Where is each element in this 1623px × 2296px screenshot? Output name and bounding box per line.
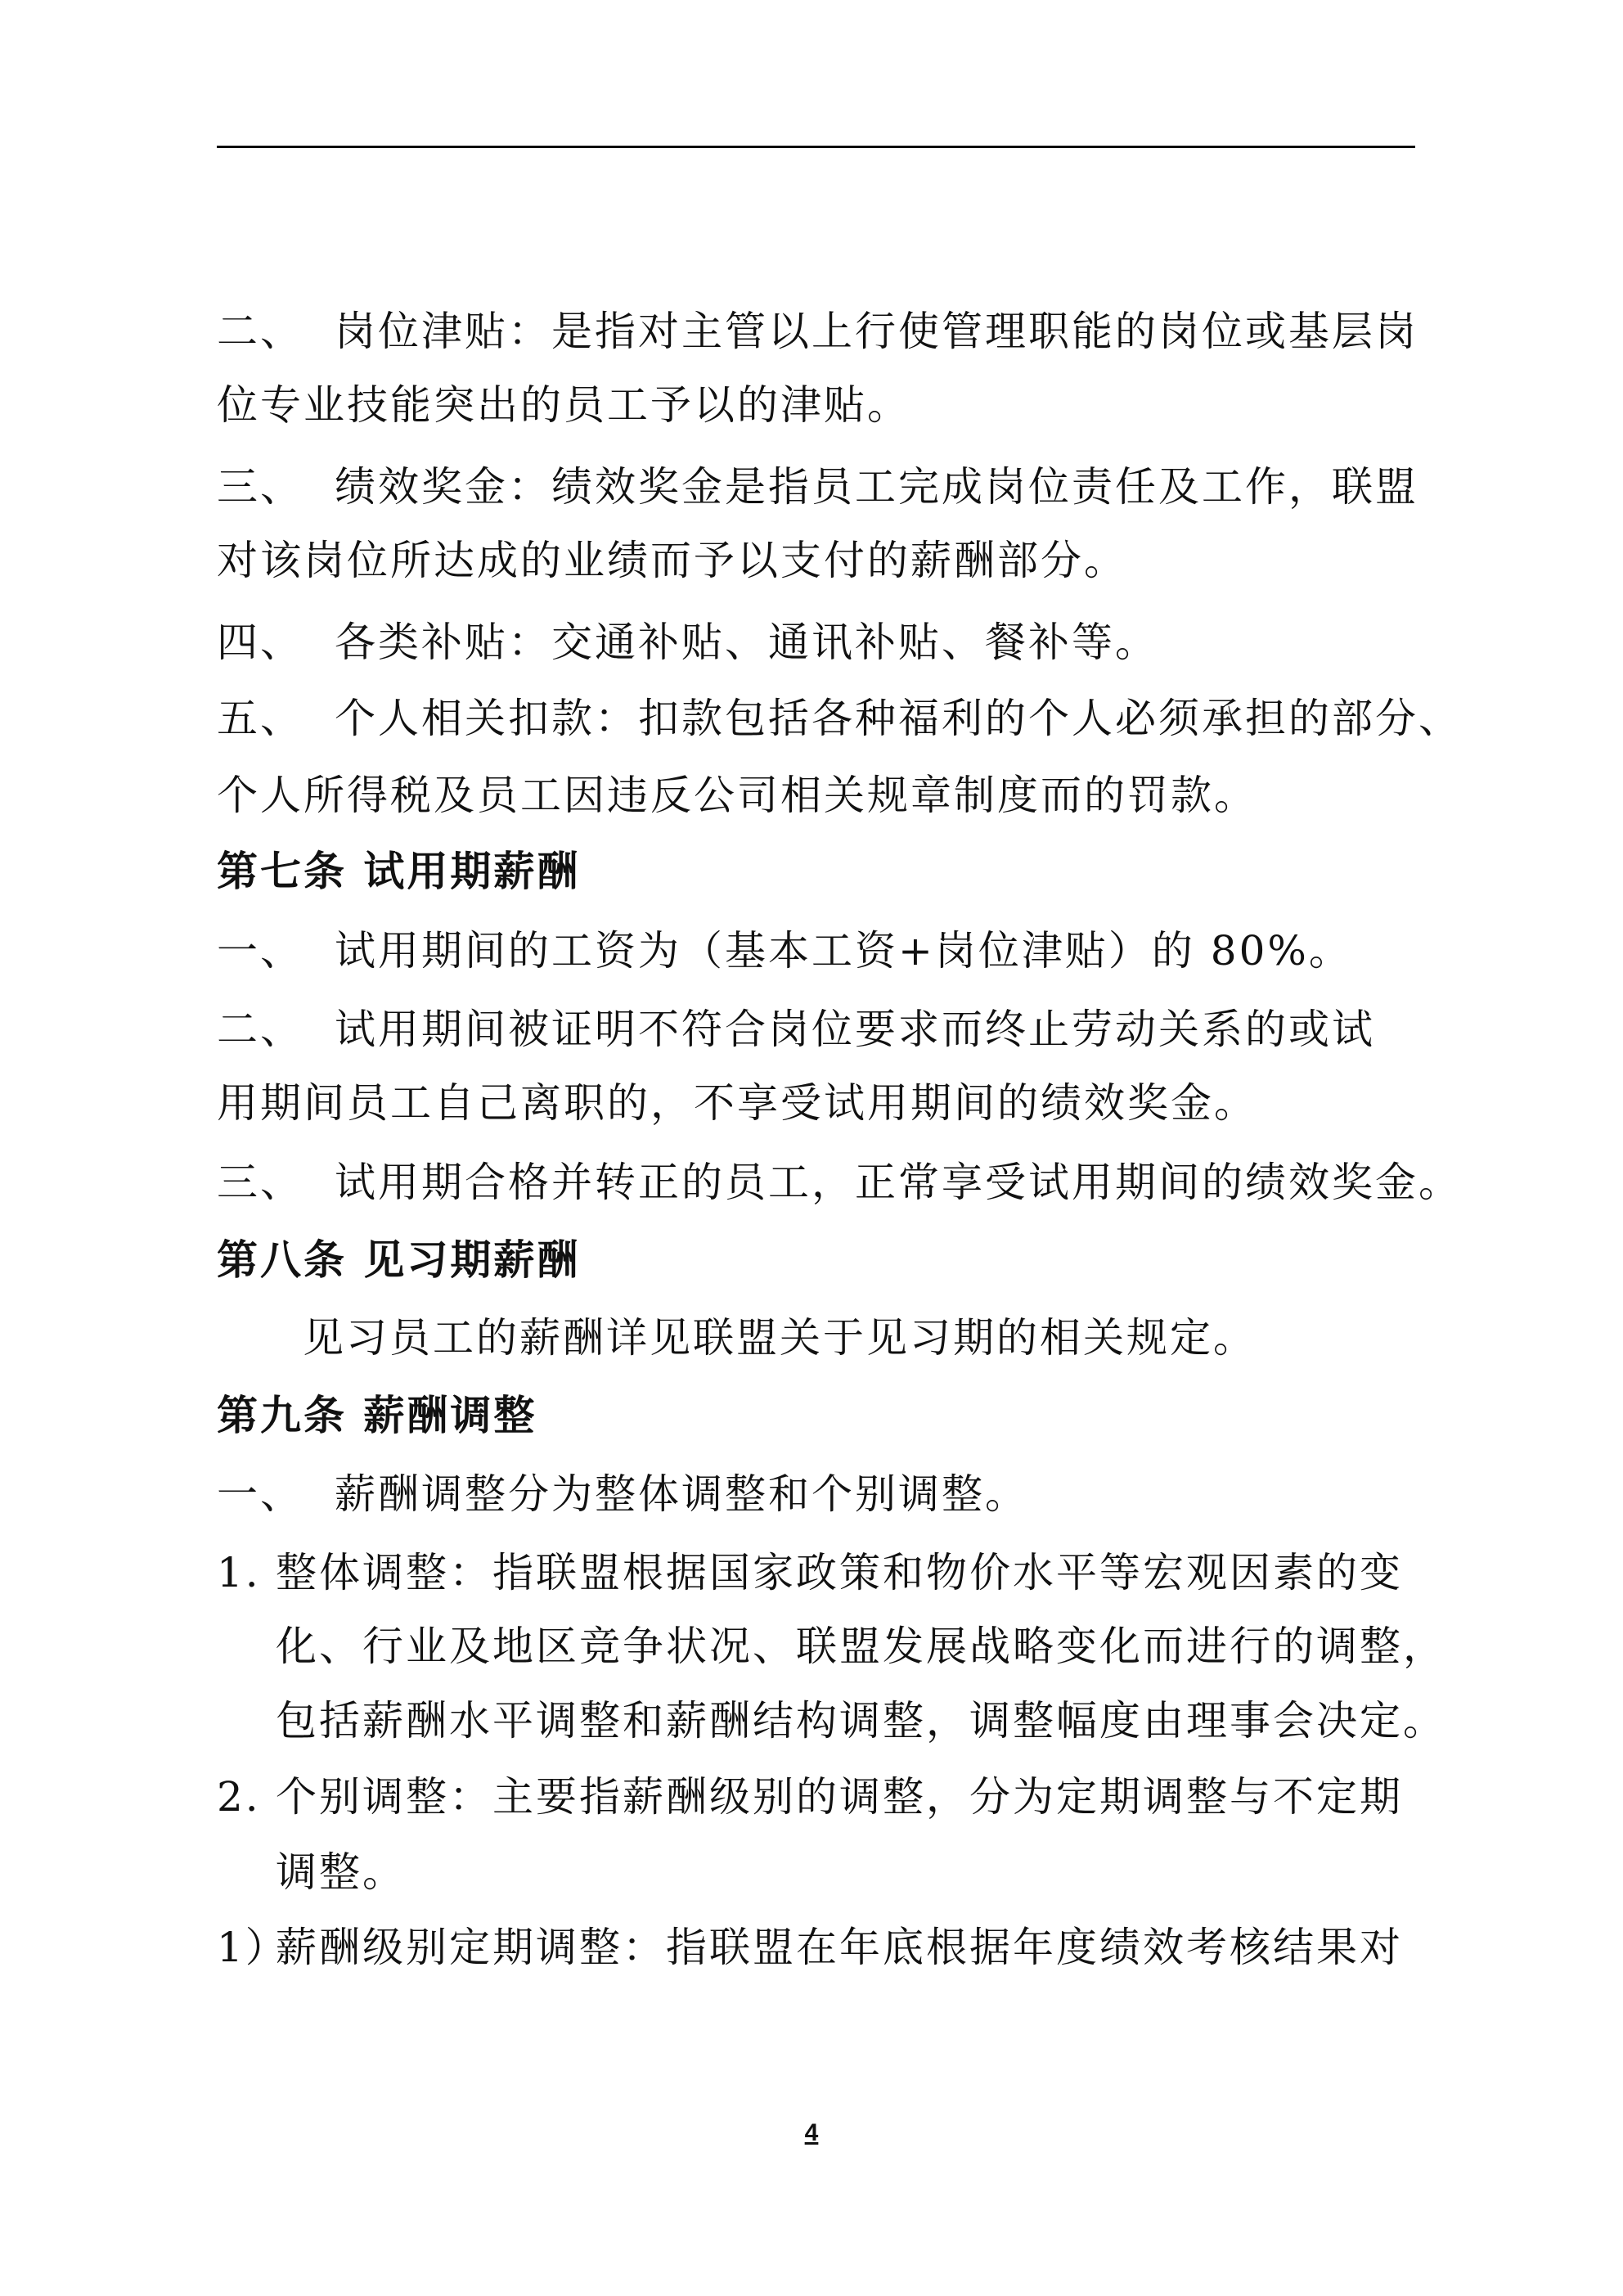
item-text: 绩效奖金：绩效奖金是指员工完成岗位责任及工作，联盟 — [335, 463, 1418, 511]
paragraph-line — [217, 536, 1127, 585]
list-item — [217, 1158, 1462, 1207]
item-text: 整体调整：指联盟根据国家政策和物价水平等宏观因素的变 — [276, 1549, 1403, 1596]
item-number: 三、 — [217, 463, 303, 511]
item-text: 用期间员工自己离职的，不享受试用期间的绩效奖金。 — [217, 1079, 1257, 1127]
item-number: 2. — [217, 1773, 261, 1821]
header-rule — [217, 146, 1415, 148]
article-heading — [217, 847, 580, 896]
item-text: 各类补贴：交通补贴、通讯补贴、餐补等。 — [335, 619, 1158, 666]
item-number: 1） — [217, 1924, 289, 1971]
paragraph-line — [276, 1622, 1446, 1671]
item-text: 个人相关扣款：扣款包括各种福利的个人必须承担的部分、 — [335, 695, 1462, 742]
item-number: 五、 — [217, 695, 303, 742]
item-text: 调整。 — [276, 1848, 406, 1896]
item-text: 对该岗位所达成的业绩而予以支付的薪酬部分。 — [217, 537, 1127, 584]
list-item — [217, 1005, 1375, 1054]
item-text: 位专业技能突出的员工予以的津贴。 — [217, 381, 910, 429]
item-text: 个人所得税及员工因违反公司相关规章制度而的罚款。 — [217, 772, 1257, 819]
item-number: 二、 — [217, 308, 303, 355]
article-heading — [217, 1391, 537, 1440]
list-item — [217, 462, 1418, 511]
list-item — [217, 694, 1462, 743]
paragraph-line — [217, 1078, 1257, 1128]
list-item — [217, 1548, 1403, 1597]
item-text: 包括薪酬水平调整和薪酬结构调整，调整幅度由理事会决定。 — [276, 1697, 1446, 1745]
paragraph-line — [217, 380, 910, 430]
article-heading — [217, 1236, 580, 1285]
item-number: 二、 — [217, 1006, 303, 1053]
list-item — [217, 1470, 1028, 1519]
heading-text: 第九条 薪酬调整 — [217, 1391, 537, 1439]
item-text: 薪酬级别定期调整：指联盟在年底根据年度绩效考核结果对 — [276, 1924, 1403, 1971]
item-number: 四、 — [217, 619, 303, 666]
item-number: 三、 — [217, 1159, 303, 1206]
item-text: 薪酬调整分为整体调整和个别调整。 — [335, 1470, 1028, 1518]
paragraph-line — [276, 1696, 1446, 1745]
heading-text: 第八条 见习期薪酬 — [217, 1236, 581, 1284]
item-number: 一、 — [217, 927, 303, 975]
item-number: 一、 — [217, 1470, 303, 1518]
list-item — [217, 926, 1352, 975]
item-text: 试用期间的工资为（基本工资+岗位津贴）的 80%。 — [335, 927, 1352, 975]
item-text: 见习员工的薪酬详见联盟关于见习期的相关规定。 — [303, 1314, 1257, 1362]
item-text: 个别调整：主要指薪酬级别的调整，分为定期调整与不定期 — [276, 1773, 1403, 1821]
item-text: 试用期合格并转正的员工，正常享受试用期间的绩效奖金。 — [335, 1159, 1462, 1206]
page-number: 4 — [804, 2119, 819, 2146]
heading-text: 第七条 试用期薪酬 — [217, 847, 581, 895]
item-text: 试用期间被证明不符合岗位要求而终止劳动关系的或试 — [335, 1006, 1375, 1053]
paragraph-line — [276, 1848, 406, 1897]
list-item — [217, 307, 1418, 356]
item-number: 1. — [217, 1549, 261, 1596]
item-text: 化、行业及地区竞争状况、联盟发展战略变化而进行的调整， — [276, 1623, 1446, 1670]
item-text: 岗位津贴：是指对主管以上行使管理职能的岗位或基层岗 — [335, 308, 1418, 355]
list-item — [217, 1923, 1403, 1972]
list-item — [217, 1772, 1403, 1821]
paragraph-line — [217, 771, 1257, 820]
list-item — [217, 618, 1158, 667]
paragraph-line — [303, 1313, 1257, 1362]
